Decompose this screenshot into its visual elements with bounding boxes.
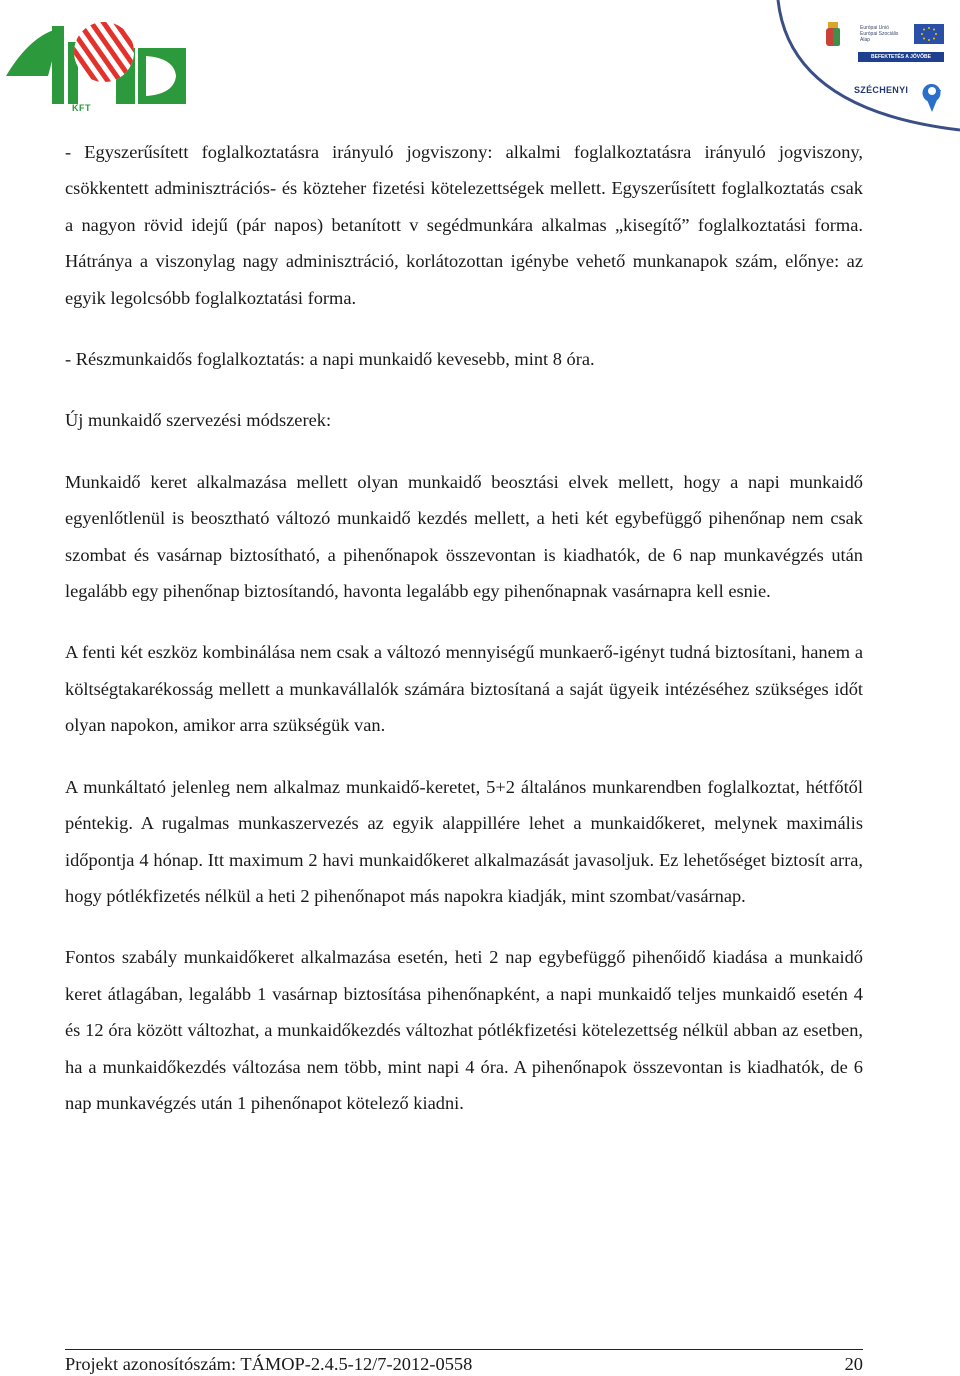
- paragraph: A munkáltató jelenleg nem alkalmaz munkaidő-keretet, 5+2 általános munkarendben foglalkoztat, hétfőtől péntekig. A rugalmas munkaszervezés az egyik alappillére lehet a munkaidőkeret, melynek maximális időpontja 4 hónap. Itt maximum 2 havi munkaidőkeret alkalmazását javasoljuk. Ez lehetőséget biztosít arra, hogy pótlékfizetés nélkül a heti 2 pihenőnapot más napokra kiadják, mint szombat/vasárnap.: [65, 776, 863, 906]
- szechenyi-badge: [770, 0, 960, 140]
- paragraph: - Egyszerűsített foglalkoztatásra irányuló jogviszony: alkalmi foglalkoztatásra irányuló jogviszony, csökkentett adminisztrációs- és közteher fizetési kötelezettségek mellett. Egyszerűsített foglalkoztatás csak a nagyon rövid idejű (pár napos) betanított v segédmunkára alkalmas „kisegítő” foglalkoztatási forma. Hátránya a viszonylag nagy adminisztráció, korlátozottan igénybe vehető munkanapok szám, előnye: az egyik legolcsóbb foglalkoztatási forma.: [65, 142, 863, 308]
- page-footer: [65, 1352, 863, 1376]
- page-number: 20: [844, 1354, 863, 1374]
- company-logo: [6, 14, 188, 113]
- program-label: SZÉCHENYI: [854, 85, 909, 95]
- paragraph: Fontos szabály munkaidőkeret alkalmazása esetén, heti 2 nap egybefüggő pihenőidő kiadása a munkaidő keret átlagában, legalább 1 vasárnap biztosítása pihenőnapként, a napi munkaidő teljes munkaidő esetén 4 és 12 óra között változhat, a munkaidőkezdés változhat pótlékfizetési kötelezettség nélkül abban az esetben, ha a munkaidőkezdés változása nem több, mint napi 4 óra. A pihenőnapok összevontan is kiadhatók, de 6 nap munkavégzés után 1 pihenőnapot kötelező kiadni.: [65, 947, 863, 1113]
- logo-subtitle: KFT: [72, 103, 91, 113]
- footer-divider: [65, 1349, 863, 1350]
- paragraph: A fenti két eszköz kombinálása nem csak a változó mennyiségű munkaerő-igényt tudná biztosítani, hanem a költségtakarékosság mellett a munkavállalók számára biztosítaná a saját ügyeik intézéséhez szükséges időt olyan napokon, amikor arra szükségük van.: [65, 642, 863, 736]
- document-body: [65, 134, 863, 1146]
- page-header: [0, 0, 960, 140]
- amb-logo-icon: [6, 14, 188, 106]
- szechenyi-badge-icon: [770, 0, 960, 140]
- eu-label: Európai Unió Európai Szociális Alap: [860, 25, 899, 43]
- investment-strip: BEFEKTETÉS A JÖVŐBE: [858, 52, 944, 62]
- paragraph: Munkaidő keret alkalmazása mellett olyan munkaidő beosztási elvek mellett, hogy a napi munkaidő egyenlőtlenül is beosztható változó munkaidő kezdés mellett, a heti két egybefüggő pihenőnap nem csak szombat és vasárnap biztosítható, a pihenőnapok összevontan is kiadhatók, de 6 nap munkavégzés után legalább egy pihenőnap biztosítandó, havonta legalább egy pihenőnapnak vasárnapra kell esnie.: [65, 471, 863, 602]
- section-heading: Új munkaidő szervezési módszerek:: [65, 410, 332, 431]
- project-id: Projekt azonosítószám: TÁMOP-2.4.5-12/7-2012-0558: [65, 1354, 473, 1374]
- paragraph: - Részmunkaidős foglalkoztatás: a napi munkaidő kevesebb, mint 8 óra.: [65, 349, 595, 370]
